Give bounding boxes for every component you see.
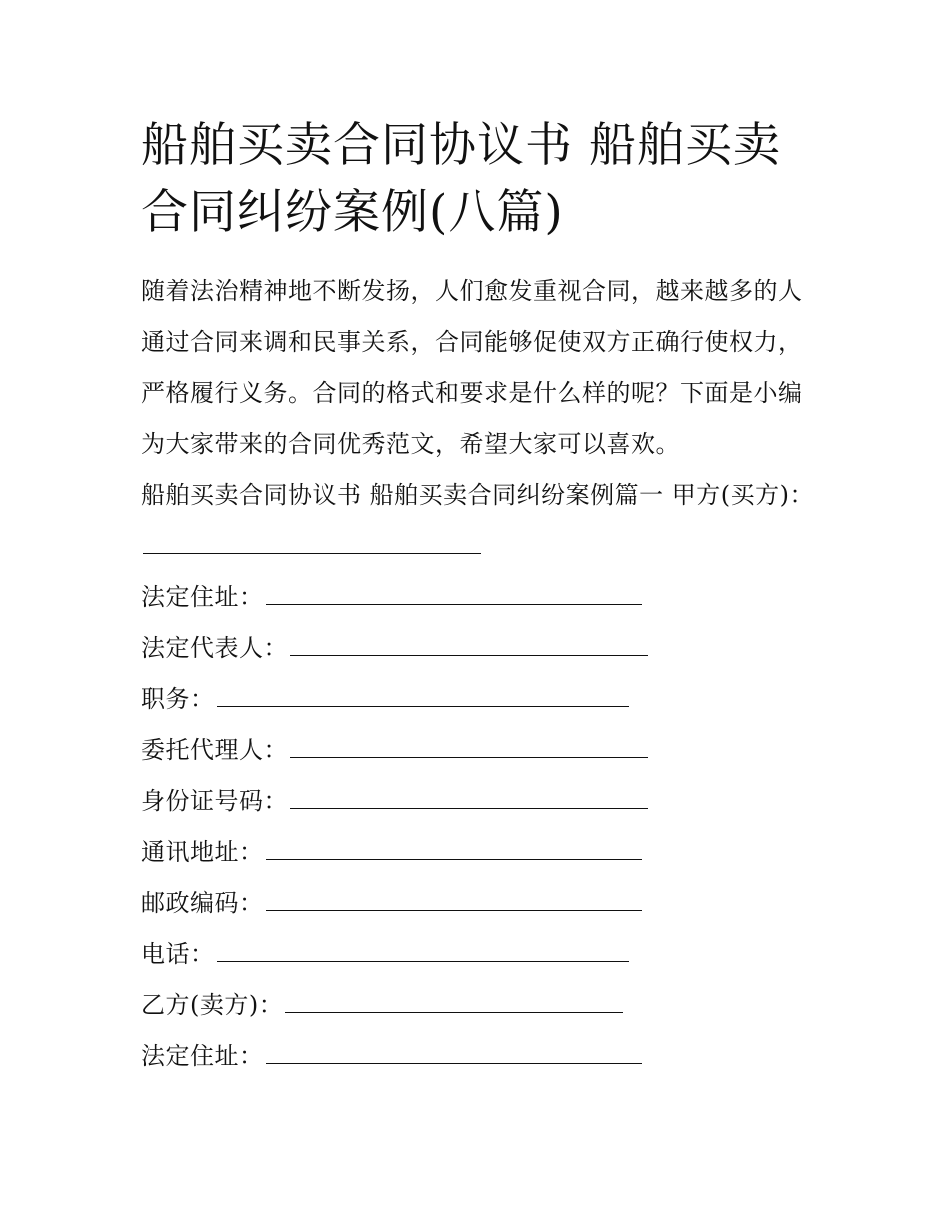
buyer-name-blank[interactable] — [143, 529, 481, 554]
position-blank[interactable] — [217, 682, 629, 707]
field-label: 邮政编码： — [141, 889, 264, 917]
section-heading-row — [141, 470, 821, 572]
seller-name-blank[interactable] — [285, 988, 623, 1013]
field-row — [141, 1031, 821, 1082]
field-row — [141, 980, 821, 1031]
field-label: 法定住址： — [141, 1042, 264, 1070]
field-row — [141, 572, 821, 623]
intro-text: 随着法治精神地不断发扬，人们愈发重视合同，越来越多的人通过合同来调和民事关系，合同能够促使双方正确行使权力，严格履行义务。合同的格式和要求是什么样的呢？下面是小编为大家带来的合同优秀范文，希望大家可以喜欢。 — [141, 277, 803, 458]
field-label: 身份证号码： — [141, 787, 288, 815]
section-heading: 船舶买卖合同协议书 船舶买卖合同纠纷案例篇一 甲方(买方)： — [141, 481, 814, 509]
field-label: 法定代表人： — [141, 634, 288, 662]
field-label: 委托代理人： — [141, 736, 288, 764]
field-row — [141, 623, 821, 674]
document-page — [141, 112, 821, 1082]
legal-rep-blank[interactable] — [290, 631, 648, 656]
contract-fields — [141, 470, 821, 1082]
field-row — [141, 776, 821, 827]
field-row — [141, 725, 821, 776]
id-number-blank[interactable] — [290, 784, 648, 809]
mailing-address-blank[interactable] — [266, 835, 642, 860]
document-title: 船舶买卖合同协议书 船舶买卖合同纠纷案例(八篇) — [141, 118, 781, 240]
field-label: 乙方(卖方)： — [141, 991, 284, 1019]
postal-code-blank[interactable] — [266, 886, 642, 911]
address-blank[interactable] — [266, 580, 642, 605]
agent-blank[interactable] — [290, 733, 648, 758]
field-label: 通讯地址： — [141, 838, 264, 866]
intro-paragraph — [141, 266, 821, 470]
field-row — [141, 929, 821, 980]
phone-blank[interactable] — [217, 937, 629, 962]
field-row — [141, 878, 821, 929]
seller-address-blank[interactable] — [266, 1039, 642, 1064]
field-label: 职务： — [141, 685, 215, 713]
field-row — [141, 674, 821, 725]
field-label: 电话： — [141, 940, 215, 968]
field-row — [141, 827, 821, 878]
field-label: 法定住址： — [141, 583, 264, 611]
